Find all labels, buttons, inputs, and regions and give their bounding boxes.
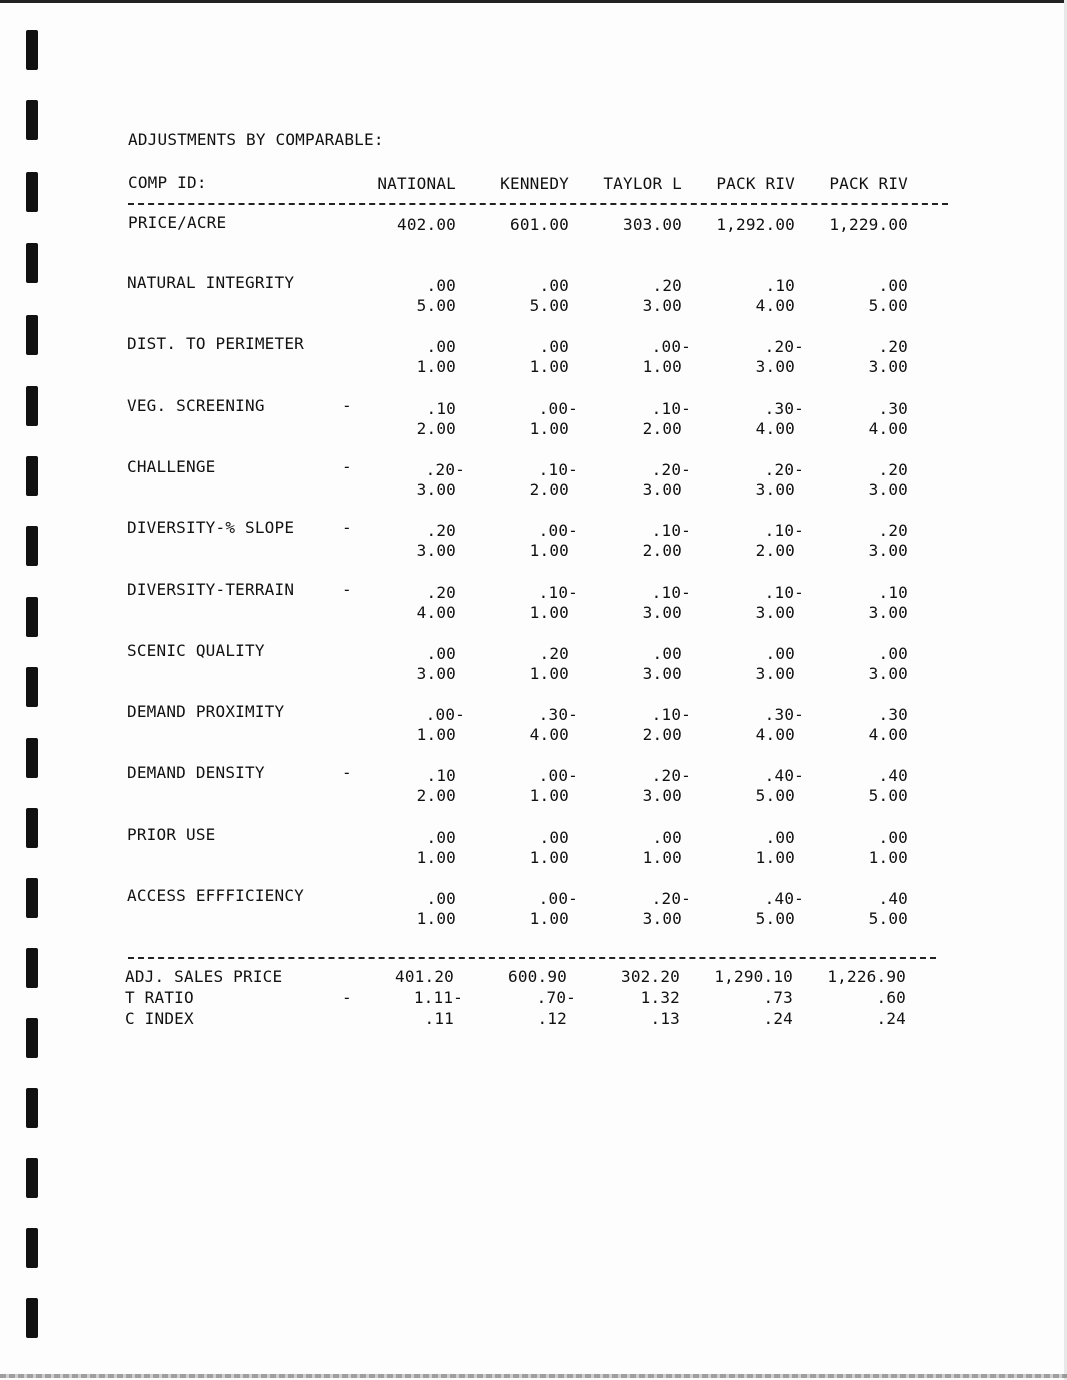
rating-cell: 3.00: [755, 664, 795, 683]
adjustment-cell: .10-: [764, 583, 804, 602]
adjustment-cell: .00: [426, 828, 456, 847]
rating-cell: 3.00: [755, 480, 795, 499]
rating-cell: 5.00: [529, 296, 569, 315]
adjustment-cell: .10-: [764, 521, 804, 540]
factor-marker: -: [342, 580, 352, 599]
rating-cell: 2.00: [642, 419, 682, 438]
summary-cell: 1.32: [640, 988, 680, 1007]
price-row-label: PRICE/ACRE: [128, 213, 227, 232]
rating-cell: 2.00: [416, 786, 456, 805]
rating-cell: 1.00: [529, 786, 569, 805]
rating-cell: 1.00: [529, 541, 569, 560]
adjustment-cell: .20-: [764, 460, 804, 479]
adjustment-cell: .20-: [764, 337, 804, 356]
adjustment-cell: .40: [878, 889, 908, 908]
factor-marker: -: [342, 763, 352, 782]
rating-cell: 3.00: [642, 296, 682, 315]
adjustment-cell: .30: [878, 705, 908, 724]
factor-label: DIST. TO PERIMETER: [127, 334, 304, 353]
adjustment-cell: .00-: [425, 705, 465, 724]
adjustment-cell: .40: [878, 766, 908, 785]
rating-cell: 1.00: [529, 848, 569, 867]
adjustment-cell: .20: [426, 583, 456, 602]
column-header: KENNEDY: [500, 174, 569, 193]
adjustment-cell: .30-: [764, 705, 804, 724]
factor-label: DIVERSITY-% SLOPE: [127, 518, 295, 537]
summary-cell: .70-: [536, 988, 576, 1007]
adjustment-cell: .20-: [651, 460, 691, 479]
adjustment-cell: .00: [426, 889, 456, 908]
rating-cell: 2.00: [529, 480, 569, 499]
adjustment-cell: .30: [878, 399, 908, 418]
adjustment-cell: .40-: [764, 766, 804, 785]
summary-label: C INDEX: [125, 1009, 194, 1028]
summary-label: ADJ. SALES PRICE: [125, 967, 283, 986]
rating-cell: 1.00: [529, 419, 569, 438]
rating-cell: 3.00: [868, 664, 908, 683]
rating-cell: 2.00: [416, 419, 456, 438]
rating-cell: 1.00: [529, 357, 569, 376]
rating-cell: 4.00: [755, 419, 795, 438]
column-header: TAYLOR L: [603, 174, 682, 193]
rating-cell: 3.00: [868, 480, 908, 499]
rating-cell: 3.00: [642, 480, 682, 499]
rating-cell: 1.00: [529, 603, 569, 622]
adjustment-cell: .10-: [651, 399, 691, 418]
adjustment-cell: .10-: [651, 705, 691, 724]
factor-label: DEMAND PROXIMITY: [127, 702, 285, 721]
adjustment-cell: .10: [426, 766, 456, 785]
rating-cell: 4.00: [868, 725, 908, 744]
price-cell: 601.00: [510, 215, 569, 234]
rating-cell: 3.00: [755, 603, 795, 622]
adjustment-cell: .10: [765, 276, 795, 295]
factor-marker: -: [342, 457, 352, 476]
rating-cell: 3.00: [868, 541, 908, 560]
adjustment-cell: .30-: [538, 705, 578, 724]
document-title: ADJUSTMENTS BY COMPARABLE:: [128, 130, 384, 149]
summary-cell: 1,226.90: [827, 967, 906, 986]
rating-cell: 1.00: [642, 357, 682, 376]
adjustment-cell: .00: [539, 276, 569, 295]
adjustment-cell: .00: [878, 828, 908, 847]
summary-cell: .60: [876, 988, 906, 1007]
column-header: PACK RIV: [716, 174, 795, 193]
rating-cell: 1.00: [755, 848, 795, 867]
adjustment-cell: .00: [878, 644, 908, 663]
factor-label: DIVERSITY-TERRAIN: [127, 580, 295, 599]
price-cell: 303.00: [623, 215, 682, 234]
rating-cell: 4.00: [868, 419, 908, 438]
adjustment-cell: .00-: [538, 399, 578, 418]
adjustment-cell: .10-: [651, 583, 691, 602]
adjustment-cell: .40-: [764, 889, 804, 908]
summary-label: T RATIO: [125, 988, 194, 1007]
rating-cell: 1.00: [868, 848, 908, 867]
adjustment-cell: .00: [765, 828, 795, 847]
rating-cell: 3.00: [755, 357, 795, 376]
rating-cell: 1.00: [416, 909, 456, 928]
summary-cell: 600.90: [508, 967, 567, 986]
rating-cell: 5.00: [868, 909, 908, 928]
summary-marker: -: [342, 988, 352, 1007]
rating-cell: 4.00: [529, 725, 569, 744]
rating-cell: 3.00: [642, 909, 682, 928]
summary-cell: 401.20: [395, 967, 454, 986]
factor-marker: -: [342, 518, 352, 537]
summary-cell: .24: [876, 1009, 906, 1028]
adjustment-cell: .10-: [538, 460, 578, 479]
summary-cell: .11: [424, 1009, 454, 1028]
rating-cell: 1.00: [416, 725, 456, 744]
summary-cell: .73: [763, 988, 793, 1007]
summary-cell: .12: [537, 1009, 567, 1028]
rating-cell: 5.00: [755, 786, 795, 805]
rating-cell: 1.00: [642, 848, 682, 867]
rating-cell: 1.00: [529, 909, 569, 928]
adjustment-cell: .20-: [651, 766, 691, 785]
factor-label: DEMAND DENSITY: [127, 763, 265, 782]
adjustment-cell: .00-: [538, 521, 578, 540]
adjustment-cell: .10-: [538, 583, 578, 602]
price-cell: 402.00: [397, 215, 456, 234]
adjustment-cell: .00: [426, 644, 456, 663]
summary-cell: 302.20: [621, 967, 680, 986]
factor-label: VEG. SCREENING: [127, 396, 265, 415]
summary-divider: [128, 957, 936, 959]
adjustment-cell: .20: [539, 644, 569, 663]
rating-cell: 5.00: [416, 296, 456, 315]
factor-label: ACCESS EFFFICIENCY: [127, 886, 304, 905]
summary-cell: 1.11-: [413, 988, 463, 1007]
summary-cell: .13: [650, 1009, 680, 1028]
rating-cell: 5.00: [755, 909, 795, 928]
adjustment-cell: .20: [426, 521, 456, 540]
rating-cell: 3.00: [642, 603, 682, 622]
adjustment-cell: .10: [426, 399, 456, 418]
adjustment-cell: .00: [878, 276, 908, 295]
adjustment-cell: .20: [878, 521, 908, 540]
factor-marker: -: [342, 396, 352, 415]
rating-cell: 3.00: [868, 357, 908, 376]
adjustment-cell: .00: [426, 337, 456, 356]
adjustment-cell: .20-: [425, 460, 465, 479]
header-divider: [128, 203, 948, 205]
adjustment-cell: .20: [652, 276, 682, 295]
factor-label: PRIOR USE: [127, 825, 216, 844]
rating-cell: 2.00: [642, 725, 682, 744]
adjustment-cell: .10-: [651, 521, 691, 540]
rating-cell: 1.00: [416, 848, 456, 867]
adjustment-cell: .10: [878, 583, 908, 602]
adjustment-cell: .20: [878, 460, 908, 479]
adjustment-cell: .20: [878, 337, 908, 356]
rating-cell: 5.00: [868, 786, 908, 805]
rating-cell: 3.00: [416, 664, 456, 683]
factor-label: CHALLENGE: [127, 457, 216, 476]
column-header: PACK RIV: [829, 174, 908, 193]
summary-cell: .24: [763, 1009, 793, 1028]
adjustment-cell: .20-: [651, 889, 691, 908]
adjustment-cell: .00: [652, 644, 682, 663]
rating-cell: 4.00: [416, 603, 456, 622]
adjustment-cell: .00-: [651, 337, 691, 356]
rating-cell: 2.00: [642, 541, 682, 560]
adjustment-cell: .00: [652, 828, 682, 847]
price-cell: 1,229.00: [829, 215, 908, 234]
factor-label: SCENIC QUALITY: [127, 641, 265, 660]
adjustment-cell: .30-: [764, 399, 804, 418]
rating-cell: 1.00: [416, 357, 456, 376]
rating-cell: 1.00: [529, 664, 569, 683]
adjustment-cell: .00: [539, 337, 569, 356]
adjustment-cell: .00: [539, 828, 569, 847]
price-cell: 1,292.00: [716, 215, 795, 234]
rating-cell: 3.00: [642, 786, 682, 805]
column-header: NATIONAL: [377, 174, 456, 193]
adjustment-cell: .00-: [538, 889, 578, 908]
adjustment-cell: .00: [426, 276, 456, 295]
summary-cell: 1,290.10: [714, 967, 793, 986]
rating-cell: 3.00: [868, 603, 908, 622]
rating-cell: 3.00: [416, 541, 456, 560]
factor-label: NATURAL INTEGRITY: [127, 273, 295, 292]
rating-cell: 5.00: [868, 296, 908, 315]
rating-cell: 3.00: [642, 664, 682, 683]
adjustment-cell: .00: [765, 644, 795, 663]
header-label: COMP ID:: [128, 173, 207, 192]
rating-cell: 4.00: [755, 296, 795, 315]
rating-cell: 3.00: [416, 480, 456, 499]
adjustment-cell: .00-: [538, 766, 578, 785]
rating-cell: 2.00: [755, 541, 795, 560]
rating-cell: 4.00: [755, 725, 795, 744]
